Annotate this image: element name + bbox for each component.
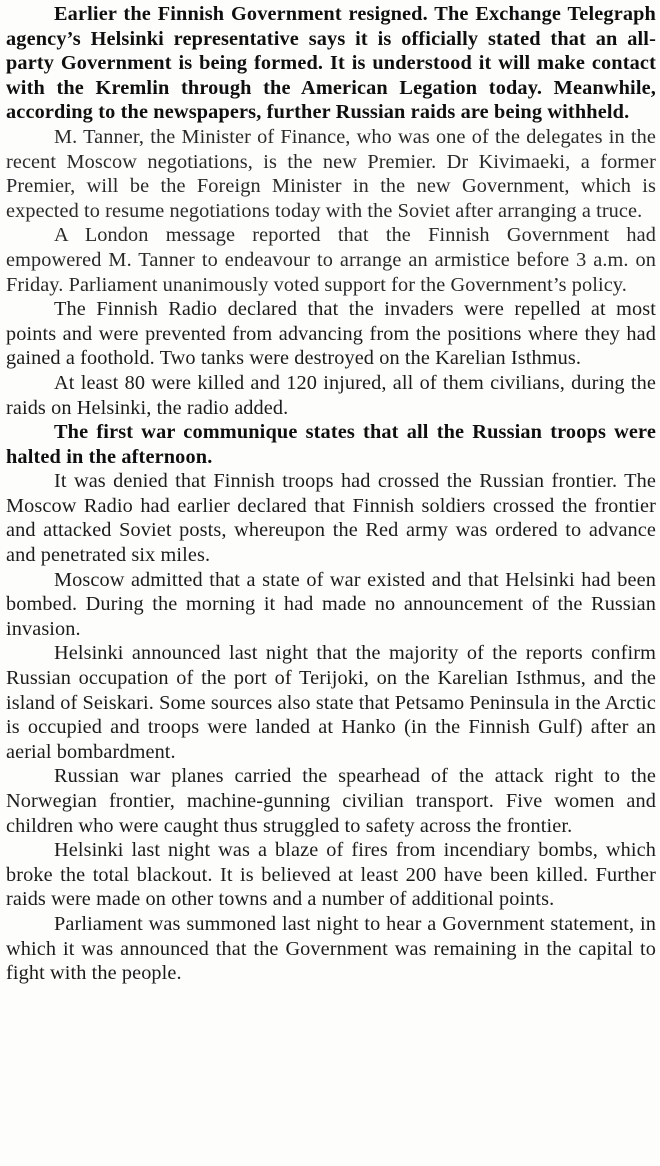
paragraph-war-planes: Russian war planes carried the spearhead of the attack right to the Norwegian frontier, machine-gunning civilian transport. Five women and children who were caught thus struggled to safety across the frontier. xyxy=(6,765,656,837)
paragraph-casualties: At least 80 were killed and 120 injured, all of them civilians, during the raids on Helsinki, the radio added. xyxy=(6,371,656,419)
paragraph-tanner-premier: M. Tanner, the Minister of Finance, who was one of the delegates in the recent Moscow negotiations, is the new Premier. Dr Kivimaeki, a former Premier, will be the Foreign Minister in the new Government, which is expected to resume negotiations today with the Soviet after arranging a truce. xyxy=(6,125,656,222)
paragraph-parliament-summoned: Parliament was summoned last night to hear a Government statement, in which it was announced that the Government was remaining in the capital to fight with the people. xyxy=(6,912,656,985)
paragraph-first-communique: The first war communique states that all the Russian troops were halted in the afternoon. xyxy=(6,421,656,468)
paragraph-helsinki-announced: Helsinki announced last night that the majority of the reports confirm Russian occupation of the port of Terijoki, on the Karelian Isthmus, and the island of Seiskari. Some sources also state that Petsamo Peninsula in the Arctic is occupied and troops were landed at Hanko (in the Finnish Gulf) after an aerial bombardment. xyxy=(6,642,656,763)
paragraph-london-message: A London message reported that the Finnish Government had empowered M. Tanner to endeavour to arrange an armistice before 3 a.m. on Friday. Parliament unanimously voted support for the Government’s policy. xyxy=(6,224,656,296)
paragraph-frontier-denial: It was denied that Finnish troops had crossed the Russian frontier. The Moscow Radio had earlier declared that Finnish soldiers crossed the frontier and attacked Soviet posts, whereupon the Red army was ordered to advance and penetrated six miles. xyxy=(6,470,656,567)
paragraph-helsinki-fires: Helsinki last night was a blaze of fires from incendiary bombs, which broke the total blackout. It is believed at least 200 have been killed. Further raids were made on other towns and a number of additional points. xyxy=(6,839,656,911)
paragraph-finnish-radio: The Finnish Radio declared that the invaders were repelled at most points and were prevented from advancing from the positions where they had gained a foothold. Two tanks were destroyed on the Karelian Isthmus. xyxy=(6,298,656,370)
paragraph-moscow-admitted: Moscow admitted that a state of war existed and that Helsinki had been bombed. During the morning it had made no announcement of the Russian invasion. xyxy=(6,568,656,640)
paragraph-government-resigned: Earlier the Finnish Government resigned. The Exchange Telegraph agency’s Helsinki representative says it is officially stated that an all-party Government is being formed. It is understood it will make contact with the Kremlin through the American Legation today. Meanwhile, according to the newspapers, further Russian raids are being withheld. xyxy=(6,3,656,124)
